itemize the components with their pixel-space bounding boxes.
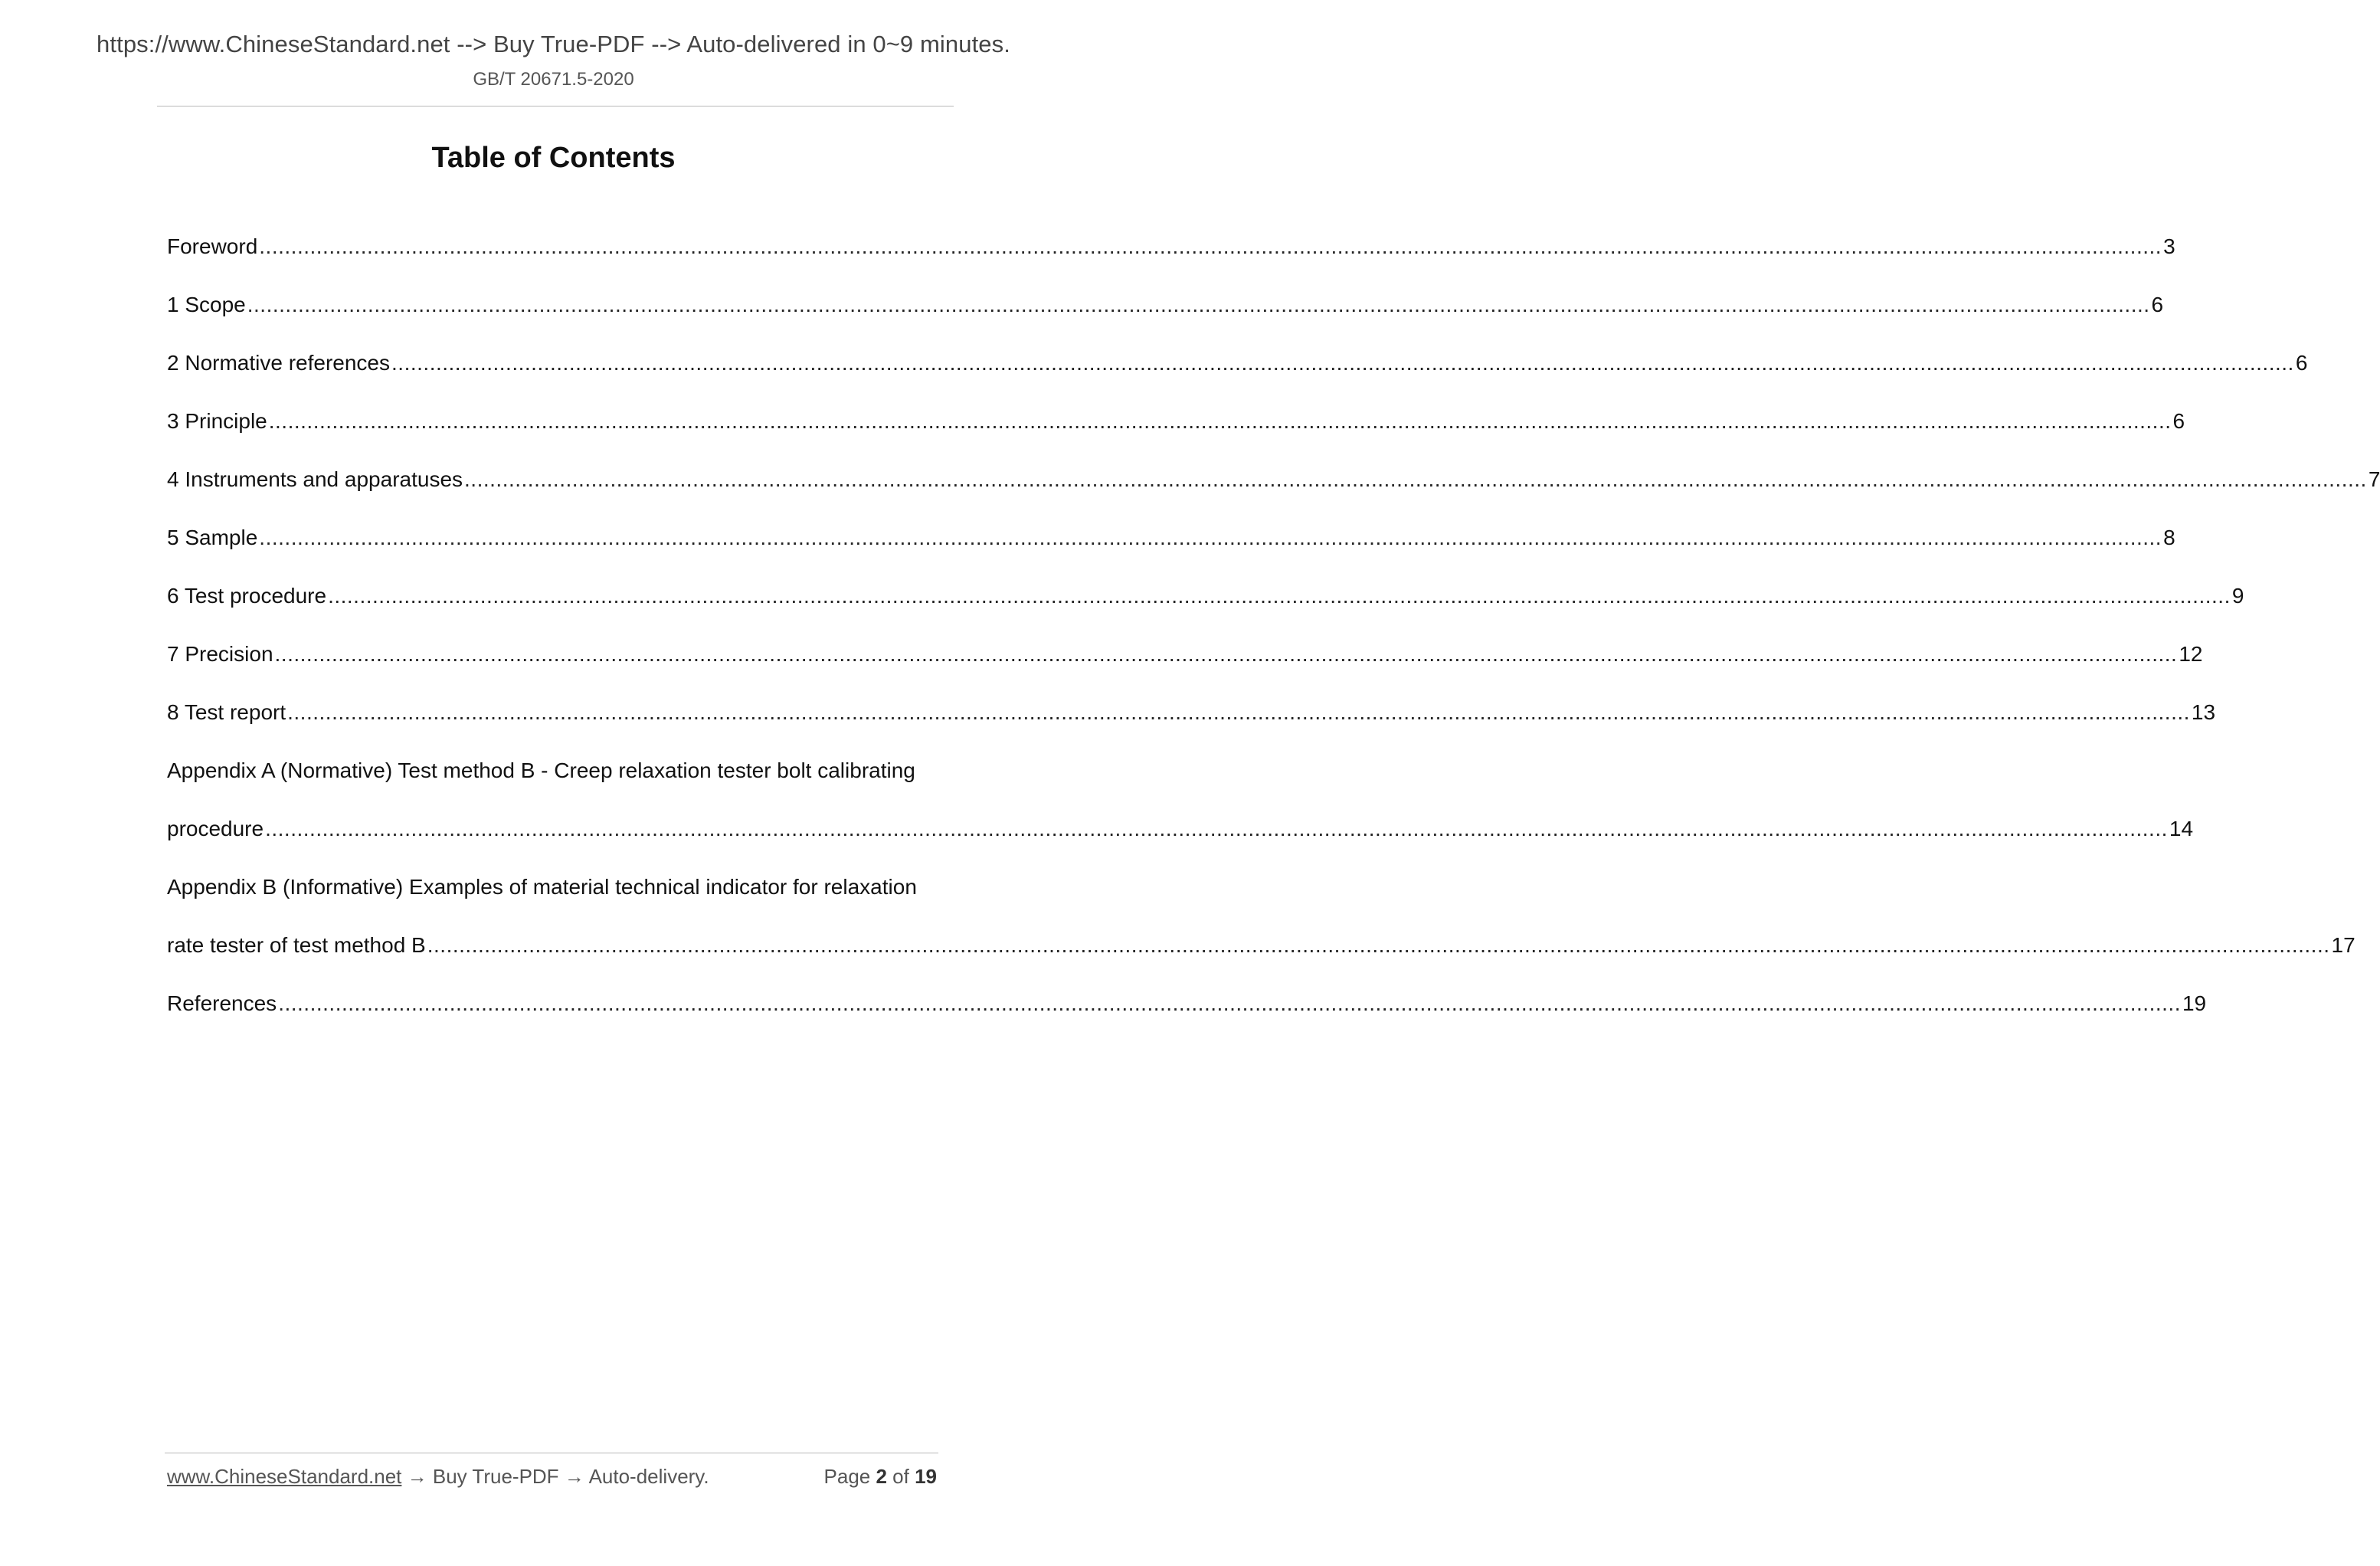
dot-leader: ............................................................................................................................................................................................................................................................................................................ [259, 234, 2162, 258]
toc-entry-page: 8 [2163, 526, 2175, 549]
page-indicator [824, 1465, 937, 1489]
toc-entry-page: 7 [2368, 467, 2380, 491]
page-current: 2 [876, 1465, 887, 1488]
dot-leader: ............................................................................................................................................................................................................................................................................................................ [268, 409, 2172, 433]
table-of-contents [167, 230, 2380, 1045]
dot-leader: ............................................................................................................................................................................................................................................................................................................ [391, 351, 2294, 375]
dot-leader: ............................................................................................................................................................................................................................................................................................................ [265, 817, 2168, 840]
toc-entry-page: 13 [2191, 700, 2216, 724]
toc-entry-precision[interactable] [167, 637, 2203, 696]
page-title: Table of Contents [431, 142, 676, 174]
toc-entry-page: 12 [2179, 642, 2203, 666]
toc-entry-appendix-b[interactable] [167, 870, 942, 929]
toc-entry-page: 6 [2151, 293, 2164, 316]
toc-entry-label: 8 Test report [167, 700, 286, 724]
toc-entry-page: 6 [2295, 351, 2308, 375]
page-footer [167, 1465, 937, 1489]
toc-entry-normative-references[interactable] [167, 346, 2308, 405]
toc-entry-label: 7 Precision [167, 642, 273, 666]
dot-leader: ............................................................................................................................................................................................................................................................................................................ [287, 700, 2190, 724]
toc-entry-label: 5 Sample [167, 526, 258, 549]
standard-code: GB/T 20671.5-2020 [473, 69, 634, 90]
toc-entry-page: 9 [2231, 584, 2244, 608]
toc-entry-label: References [167, 991, 277, 1015]
toc-entry-label: 3 Principle [167, 409, 267, 433]
toc-entry-page: 14 [2169, 817, 2194, 840]
toc-entry-sample[interactable] [167, 521, 2175, 579]
toc-entry-page: 19 [2182, 991, 2207, 1015]
dot-leader: ............................................................................................................................................................................................................................................................................................................ [259, 526, 2162, 549]
toc-entry-label: 4 Instruments and apparatuses [167, 467, 463, 491]
toc-entry-label: 1 Scope [167, 293, 246, 316]
toc-entry-page: 6 [2172, 409, 2185, 433]
toc-entry-test-procedure[interactable] [167, 579, 2244, 637]
toc-entry-label-line1: Appendix B (Informative) Examples of material technical indicator for relaxation [167, 875, 917, 899]
toc-entry-label-line1: Appendix A (Normative) Test method B - Creep relaxation tester bolt calibrating [167, 758, 915, 782]
toc-entry-page: 3 [2163, 234, 2175, 258]
dot-leader: ............................................................................................................................................................................................................................................................................................................ [278, 991, 2181, 1015]
dot-leader: ............................................................................................................................................................................................................................................................................................................ [328, 584, 2231, 608]
toc-entry-label: 6 Test procedure [167, 584, 327, 608]
footer-tagline: → Buy True-PDF → Auto-delivery. [401, 1465, 709, 1488]
header-banner[interactable]: https://www.ChineseStandard.net --> Buy True-PDF --> Auto-delivered in 0~9 minutes. [97, 31, 1010, 57]
toc-entry-label-line2: procedure [167, 817, 264, 840]
toc-entry-label: 2 Normative references [167, 351, 391, 375]
page-of: of [886, 1465, 915, 1488]
toc-entry-foreword[interactable] [167, 230, 2175, 288]
dot-leader: ............................................................................................................................................................................................................................................................................................................ [274, 642, 2178, 666]
toc-entry-test-report[interactable] [167, 696, 2216, 754]
toc-entry-scope[interactable] [167, 288, 2164, 346]
footer-left [167, 1465, 709, 1489]
page-prefix: Page [823, 1465, 876, 1488]
toc-entry-instruments[interactable] [167, 463, 2380, 521]
toc-entry-appendix-a[interactable] [167, 754, 942, 812]
toc-entry-appendix-a-cont[interactable] [167, 812, 2194, 870]
dot-leader: ............................................................................................................................................................................................................................................................................................................ [247, 293, 2150, 316]
toc-entry-label: Foreword [167, 234, 258, 258]
toc-entry-label-line2: rate tester of test method B [167, 933, 426, 957]
toc-entry-page: 17 [2331, 933, 2355, 957]
toc-entry-references[interactable] [167, 987, 2207, 1045]
toc-entry-principle[interactable] [167, 405, 2185, 463]
dot-leader: ............................................................................................................................................................................................................................................................................................................ [464, 467, 2367, 491]
dot-leader: ............................................................................................................................................................................................................................................................................................................ [427, 933, 2330, 957]
footer-site-link[interactable]: www.ChineseStandard.net [167, 1465, 402, 1488]
page-total: 19 [915, 1465, 937, 1488]
toc-entry-appendix-b-cont[interactable] [167, 929, 2355, 987]
